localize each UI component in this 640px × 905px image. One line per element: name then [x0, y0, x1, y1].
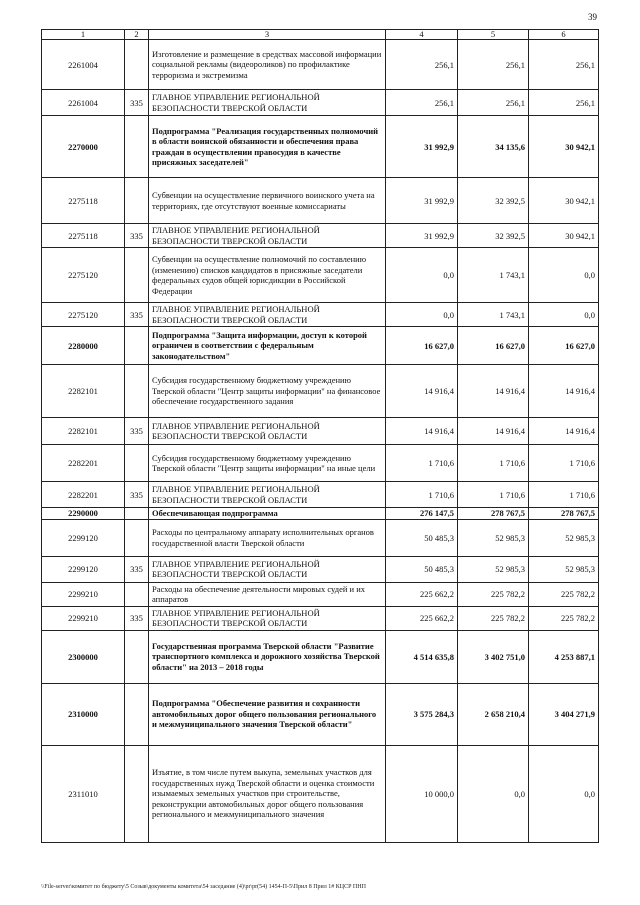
row-name: Изготовление и размещение в средствах массовой информации социальной рекламы (видеороликов) по профилактике терроризма и экстремизма — [149, 40, 386, 90]
row-name: Изъятие, в том числе путем выкупа, земельных участков для государственных нужд Тверской области и оценка стоимости изымаемых земельных участков при строительстве, реконструкции автомобильных дорог общего пользования регионального и межмуниципального значения — [149, 745, 386, 842]
row-code: 2275120 — [42, 248, 125, 303]
row-name: Субсидия государственному бюджетному учреждению Тверской области "Центр защиты информации" на иные цели — [149, 445, 386, 482]
row-value-col6: 3 404 271,9 — [529, 683, 599, 745]
row-value-col5: 1 710,6 — [458, 482, 529, 508]
row-value-col5: 256,1 — [458, 40, 529, 90]
row-value-col4: 1 710,6 — [386, 445, 458, 482]
row-department-code — [125, 40, 149, 90]
column-header: 1 — [42, 30, 125, 40]
row-department-code — [125, 178, 149, 224]
table-row — [42, 418, 599, 445]
row-value-col6: 256,1 — [529, 90, 599, 116]
row-value-col6: 30 942,1 — [529, 116, 599, 178]
row-department-code: 335 — [125, 482, 149, 508]
row-name: Подпрограмма "Обеспечение развития и сохранности автомобильных дорог общего пользования регионального и межмуниципального значения Тверской области" — [149, 683, 386, 745]
budget-table — [41, 29, 599, 843]
column-header: 2 — [125, 30, 149, 40]
row-code: 2299120 — [42, 519, 125, 556]
row-code: 2299120 — [42, 556, 125, 582]
row-department-code — [125, 327, 149, 365]
row-value-col4: 50 485,3 — [386, 519, 458, 556]
row-value-col6: 52 985,3 — [529, 556, 599, 582]
row-department-code: 335 — [125, 303, 149, 327]
row-department-code: 335 — [125, 556, 149, 582]
row-department-code — [125, 365, 149, 418]
row-value-col5: 14 916,4 — [458, 365, 529, 418]
row-value-col5: 34 135,6 — [458, 116, 529, 178]
row-department-code: 335 — [125, 90, 149, 116]
table-row — [42, 224, 599, 248]
row-name: Расходы на обеспечение деятельности мировых судей и их аппаратов — [149, 582, 386, 606]
row-value-col5: 16 627,0 — [458, 327, 529, 365]
row-value-col6: 256,1 — [529, 40, 599, 90]
row-value-col4: 14 916,4 — [386, 418, 458, 445]
row-value-col4: 31 992,9 — [386, 224, 458, 248]
row-department-code — [125, 519, 149, 556]
row-value-col5: 1 710,6 — [458, 445, 529, 482]
row-name: Субсидия государственному бюджетному учреждению Тверской области "Центр защиты информации" на финансовое обеспечение государственного задания — [149, 365, 386, 418]
row-code: 2282101 — [42, 365, 125, 418]
row-name: ГЛАВНОЕ УПРАВЛЕНИЕ РЕГИОНАЛЬНОЙ БЕЗОПАСНОСТИ ТВЕРСКОЙ ОБЛАСТИ — [149, 482, 386, 508]
row-department-code — [125, 116, 149, 178]
row-code: 2310000 — [42, 683, 125, 745]
row-value-col5: 1 743,1 — [458, 303, 529, 327]
row-value-col5: 278 767,5 — [458, 508, 529, 520]
row-value-col6: 225 782,2 — [529, 606, 599, 630]
row-department-code — [125, 683, 149, 745]
row-value-col4: 14 916,4 — [386, 365, 458, 418]
row-value-col5: 52 985,3 — [458, 519, 529, 556]
table-row — [42, 606, 599, 630]
row-value-col6: 30 942,1 — [529, 224, 599, 248]
table-row — [42, 482, 599, 508]
row-department-code — [125, 248, 149, 303]
row-name: Субвенции на осуществление первичного воинского учета на территориях, где отсутствуют военные комиссариаты — [149, 178, 386, 224]
row-value-col5: 14 916,4 — [458, 418, 529, 445]
row-code: 2270000 — [42, 116, 125, 178]
row-value-col4: 50 485,3 — [386, 556, 458, 582]
table-row — [42, 327, 599, 365]
row-value-col4: 0,0 — [386, 303, 458, 327]
row-value-col6: 30 942,1 — [529, 178, 599, 224]
table-row — [42, 40, 599, 90]
row-name: ГЛАВНОЕ УПРАВЛЕНИЕ РЕГИОНАЛЬНОЙ БЕЗОПАСНОСТИ ТВЕРСКОЙ ОБЛАСТИ — [149, 303, 386, 327]
row-value-col4: 3 575 284,3 — [386, 683, 458, 745]
column-header: 4 — [386, 30, 458, 40]
table-row — [42, 303, 599, 327]
row-department-code — [125, 582, 149, 606]
row-value-col4: 31 992,9 — [386, 116, 458, 178]
row-name: Расходы по центральному аппарату исполнительных органов государственной власти Тверской области — [149, 519, 386, 556]
row-value-col4: 225 662,2 — [386, 606, 458, 630]
row-code: 2282201 — [42, 445, 125, 482]
row-department-code — [125, 508, 149, 520]
row-department-code — [125, 630, 149, 683]
row-value-col5: 225 782,2 — [458, 582, 529, 606]
row-value-col6: 278 767,5 — [529, 508, 599, 520]
table-row — [42, 365, 599, 418]
row-value-col6: 0,0 — [529, 745, 599, 842]
column-header: 3 — [149, 30, 386, 40]
row-value-col4: 4 514 635,8 — [386, 630, 458, 683]
row-name: Субвенции на осуществление полномочий по составлению (изменению) списков кандидатов в присяжные заседатели федеральных судов общей юрисдикции в Российской Федерации — [149, 248, 386, 303]
row-value-col6: 1 710,6 — [529, 445, 599, 482]
table-row — [42, 683, 599, 745]
row-code: 2275118 — [42, 178, 125, 224]
table-row — [42, 248, 599, 303]
table-row — [42, 745, 599, 842]
row-value-col5: 32 392,5 — [458, 178, 529, 224]
row-value-col5: 256,1 — [458, 90, 529, 116]
row-value-col5: 1 743,1 — [458, 248, 529, 303]
row-code: 2299210 — [42, 606, 125, 630]
row-code: 2261004 — [42, 40, 125, 90]
row-value-col4: 31 992,9 — [386, 178, 458, 224]
row-value-col5: 52 985,3 — [458, 556, 529, 582]
table-row — [42, 178, 599, 224]
table-header-row — [42, 30, 599, 40]
row-value-col5: 225 782,2 — [458, 606, 529, 630]
row-value-col4: 256,1 — [386, 90, 458, 116]
table-row — [42, 582, 599, 606]
row-value-col6: 52 985,3 — [529, 519, 599, 556]
row-department-code: 335 — [125, 418, 149, 445]
row-department-code: 335 — [125, 224, 149, 248]
table-row — [42, 630, 599, 683]
file-path-footer: \\File-server\комитет по бюджету\5 Созыв\документы комитета\54 заседание (4)\pr\pr(54) 1454-П-5\Прил 8 Прил 1# КЦСР ПНП — [41, 884, 366, 890]
row-value-col5: 3 402 751,0 — [458, 630, 529, 683]
row-value-col5: 32 392,5 — [458, 224, 529, 248]
row-name: Подпрограмма "Защита информации, доступ к которой ограничен в соответствии с федеральным законодательством" — [149, 327, 386, 365]
row-department-code: 335 — [125, 606, 149, 630]
row-name: ГЛАВНОЕ УПРАВЛЕНИЕ РЕГИОНАЛЬНОЙ БЕЗОПАСНОСТИ ТВЕРСКОЙ ОБЛАСТИ — [149, 90, 386, 116]
row-value-col4: 225 662,2 — [386, 582, 458, 606]
row-code: 2282101 — [42, 418, 125, 445]
column-header: 5 — [458, 30, 529, 40]
row-code: 2261004 — [42, 90, 125, 116]
table-row — [42, 556, 599, 582]
row-name: ГЛАВНОЕ УПРАВЛЕНИЕ РЕГИОНАЛЬНОЙ БЕЗОПАСНОСТИ ТВЕРСКОЙ ОБЛАСТИ — [149, 606, 386, 630]
table-row — [42, 90, 599, 116]
column-header: 6 — [529, 30, 599, 40]
row-code: 2290000 — [42, 508, 125, 520]
row-value-col6: 225 782,2 — [529, 582, 599, 606]
row-code: 2299210 — [42, 582, 125, 606]
row-department-code — [125, 445, 149, 482]
row-value-col5: 2 658 210,4 — [458, 683, 529, 745]
row-name: Подпрограмма "Реализация государственных полномочий в области воинской обязанности и обеспечения права граждан в осуществлении правосудия в качестве присяжных заседателей" — [149, 116, 386, 178]
row-code: 2275118 — [42, 224, 125, 248]
row-name: Обеспечивающая подпрограмма — [149, 508, 386, 520]
row-name: ГЛАВНОЕ УПРАВЛЕНИЕ РЕГИОНАЛЬНОЙ БЕЗОПАСНОСТИ ТВЕРСКОЙ ОБЛАСТИ — [149, 418, 386, 445]
row-value-col4: 16 627,0 — [386, 327, 458, 365]
row-value-col4: 0,0 — [386, 248, 458, 303]
row-department-code — [125, 745, 149, 842]
row-value-col6: 16 627,0 — [529, 327, 599, 365]
row-name: ГЛАВНОЕ УПРАВЛЕНИЕ РЕГИОНАЛЬНОЙ БЕЗОПАСНОСТИ ТВЕРСКОЙ ОБЛАСТИ — [149, 224, 386, 248]
row-value-col6: 1 710,6 — [529, 482, 599, 508]
row-value-col6: 4 253 887,1 — [529, 630, 599, 683]
table-row — [42, 445, 599, 482]
row-value-col6: 14 916,4 — [529, 365, 599, 418]
page-number: 39 — [588, 12, 597, 22]
row-value-col6: 14 916,4 — [529, 418, 599, 445]
row-code: 2282201 — [42, 482, 125, 508]
row-code: 2300000 — [42, 630, 125, 683]
table-row — [42, 116, 599, 178]
table-body — [42, 40, 599, 843]
row-value-col4: 276 147,5 — [386, 508, 458, 520]
row-value-col6: 0,0 — [529, 248, 599, 303]
row-value-col4: 10 000,0 — [386, 745, 458, 842]
row-code: 2275120 — [42, 303, 125, 327]
row-value-col5: 0,0 — [458, 745, 529, 842]
row-name: Государственная программа Тверской области "Развитие транспортного комплекса и дорожного хозяйства Тверской области" на 2013 – 2018 годы — [149, 630, 386, 683]
table-row — [42, 519, 599, 556]
row-value-col6: 0,0 — [529, 303, 599, 327]
row-value-col4: 256,1 — [386, 40, 458, 90]
row-name: ГЛАВНОЕ УПРАВЛЕНИЕ РЕГИОНАЛЬНОЙ БЕЗОПАСНОСТИ ТВЕРСКОЙ ОБЛАСТИ — [149, 556, 386, 582]
row-code: 2311010 — [42, 745, 125, 842]
row-code: 2280000 — [42, 327, 125, 365]
table-row — [42, 508, 599, 520]
row-value-col4: 1 710,6 — [386, 482, 458, 508]
